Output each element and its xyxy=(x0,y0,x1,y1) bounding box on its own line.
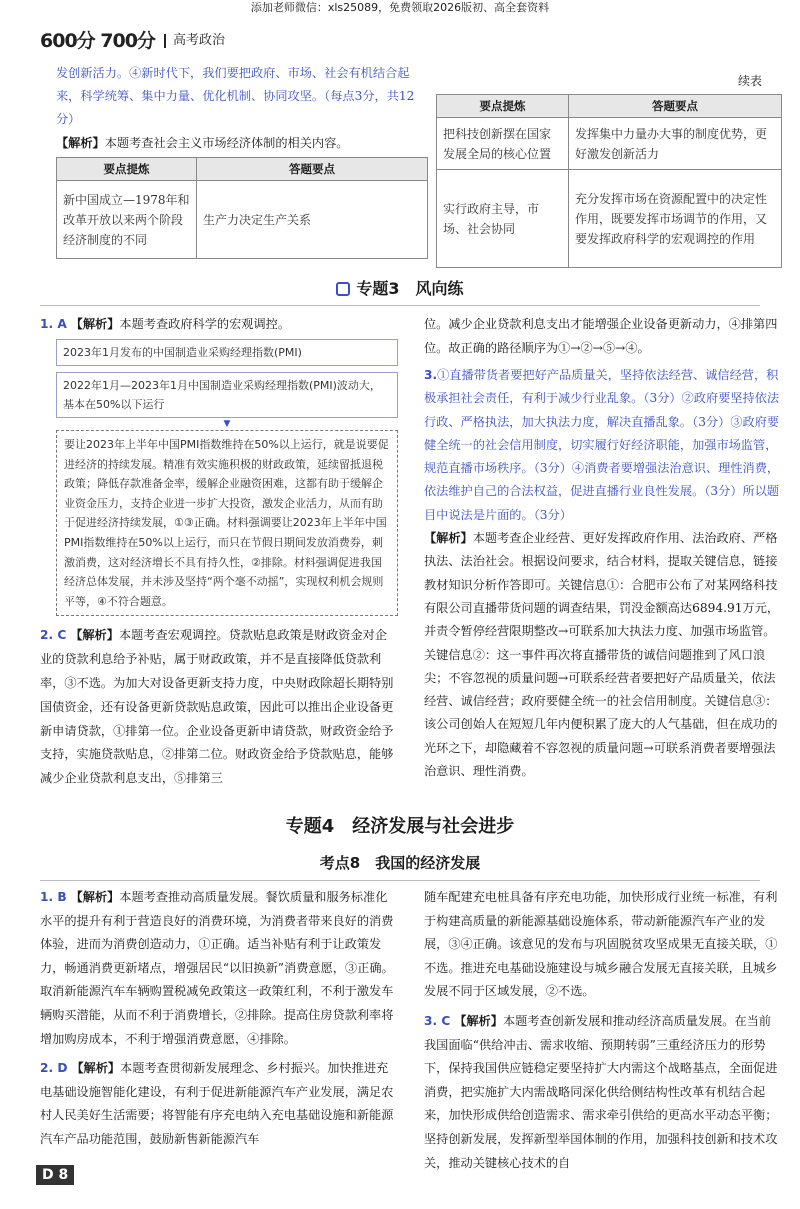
question-number: 2. D xyxy=(40,1061,68,1076)
question-2 xyxy=(40,624,398,791)
table-header: 要点提炼 xyxy=(437,95,569,118)
page-number: D 8 xyxy=(36,1165,74,1185)
question-number: 3. C xyxy=(424,1013,451,1028)
flow-box-3: 要让2023年上半年中国PMI指数维持在50%以上运行，就是说要促进经济的持续发展。精准有效实施积极的财政政策，延续留抵退税政策；降低存款准备金率，缓解企业融资困难，这都有助于缓解企业资金压力，支持企业进一步扩大投资，激发企业活力，从而有助于促进经济持续发展，①③正确。材料强调要让2023年上半年中国PMI指数维持在50%以上运行，而只在节假日期间发放消费券，刺激消费，这对经济增长不具有持久性，②排除。材料强调促进我国经济总体发展，并未涉及坚持“两个毫不动摇”，实现权利机会规则平等，④不符合题意。 xyxy=(56,430,398,616)
table-cell: 实行政府主导，市场、社会协同 xyxy=(437,170,569,268)
flow-box-1: 2023年1月发布的中国制造业采购经理指数(PMI) xyxy=(56,339,398,366)
question-number: 2. C xyxy=(40,628,67,643)
section3-left-column xyxy=(40,313,398,791)
topic-title: 专题4 经济发展与社会进步 xyxy=(285,816,515,837)
question-text: 本题考查贯彻新发展理念、乡村振兴。加快推进充电基础设施智能化建设，有利于促进新能源汽车产业发展，满足农村人民美好生活需要；将智能有序充电纳入充电基础设施和新能源汽车产品功能范围，鼓励新售新能源汽车 xyxy=(40,1061,394,1146)
table-row xyxy=(437,118,782,170)
table-header: 答题要点 xyxy=(197,158,428,181)
section-rule xyxy=(40,880,760,881)
analysis-label: 【解析】 xyxy=(70,890,120,904)
section-title xyxy=(0,277,800,301)
top-left-column xyxy=(56,62,428,259)
analysis-label: 【解析】 xyxy=(71,1061,121,1076)
question-2-continued: 位。减少企业贷款利息支出才能增强企业设备更新动力，④排第四位。故正确的路径顺序为①→②→⑤→④。 xyxy=(424,317,778,355)
question-text: 本题考查宏观调控。贷款贴息政策是财政资金对企业的贷款利息给予补贴，属于财政政策，并不是直接降低贷款利率，③不选。为加大对设备更新支持力度，中央财政除超长期特别国债资金，还有设备更新贷款贴息政策，因此可以推出企业设备更新申请贷款，①排第一位。企业设备更新申请贷款，财政资金给予支持，实施贷款贴息，②排第二位。财政资金给予贷款贴息，能够减少企业贷款利息支出，⑤排第三 xyxy=(40,628,394,786)
analysis-label: 【解析】 xyxy=(454,1013,503,1028)
question-1 xyxy=(40,313,398,335)
analysis-text: 本题考查企业经营、更好发挥政府作用、法治政府、严格执法、法治社会。根据设问要求，结合材料，提取关键信息，链接教材知识分析作答即可。关键信息①：合肥市公布了对某网络科技有限公司直播带货问题的调查结果，罚没金额高达6894.91万元，并责令暂停经营限期整改→可联系加大执法力度、加强市场监管。关键信息②：这一事件再次将直播带货的诚信问题推到了风口浪尖；不容忽视的质量问题→可联系经营者要把好产品质量关，依法经营、诚信经营；政府要健全统一的社会信用制度。关键信息③：该公司创始人在短短几年内便积累了庞大的人气基础，但在成功的光环之下，却隐藏着不容忽视的质量问题→可联系消费者要增强法治意识、理性消费。 xyxy=(424,531,780,779)
analysis-label: 【解析】 xyxy=(56,136,105,150)
continued-label: 续表 xyxy=(737,74,762,88)
table-row xyxy=(437,170,782,268)
section4-right-column xyxy=(424,886,780,1175)
top-right-column xyxy=(436,70,784,268)
table-cell: 发挥集中力量办大事的制度优势，更好激发创新活力 xyxy=(569,118,782,170)
top-right-table xyxy=(436,94,782,268)
section-icon xyxy=(336,282,350,296)
answer-text: ①直播带货者要把好产品质量关，坚持依法经营、诚信经营，积极承担社会责任，有利于减少行业乱象。（3分）②政府要坚持依法行政、严格执法，加大执法力度，解决直播乱象。（3分）③政府要健全统一的社会信用制度，切实履行好经济职能，加强市场监管，规范直播市场秩序。（3分）④消费者要增强法治意识、理性消费，依法维护自己的合法权益，促进直播行业良性发展。（3分）所以题目中说法是片面的。（3分） xyxy=(424,368,780,522)
question-b2-continued: 随车配建充电桩具备有序充电功能，加快形成行业统一标准，有利于构建高质量的新能源基础设施体系，带动新能源汽车产业的发展，③④正确。该意见的发布与巩固脱贫攻坚成果无直接关联，①不选。推进充电基础设施建设与城乡融合发展无直接关联，且城乡发展不同于区域发展，②不选。 xyxy=(424,890,778,999)
question-number: 1. B xyxy=(40,890,67,904)
analysis-paragraph xyxy=(56,132,428,154)
analysis-label: 【解析】 xyxy=(424,531,473,546)
question-b2 xyxy=(40,1057,398,1151)
section4-left-column xyxy=(40,886,398,1152)
table-cell: 把科技创新摆在国家发展全局的核心位置 xyxy=(437,118,569,170)
flow-box-2: 2022年1月—2023年1月中国制造业采购经理指数(PMI)波动大，基本在50%以下运行 xyxy=(56,372,398,418)
table-cell: 新中国成立—1978年和改革开放以来两个阶段经济制度的不同 xyxy=(57,181,197,259)
arrow-down-icon: ▼ xyxy=(223,419,231,429)
brand-divider xyxy=(164,34,166,48)
question-text: 本题考查创新发展和推动经济高质量发展。在当前我国面临“供给冲击、需求收缩、预期转弱”三重经济压力的形势下，保持我国供应链稳定要坚持扩大内需这个战略基点，全面促进消费，把实施扩大内需战略同深化供给侧结构性改革有机结合起来，加快形成供给创造需求、需求牵引供给的更高水平动态平衡；坚持创新发展，发挥新型举国体制的作用，加强科技创新和技术攻关，推动关键核心技术的自 xyxy=(424,1013,778,1170)
analysis-label: 【解析】 xyxy=(70,317,120,331)
top-left-table xyxy=(56,157,428,259)
question-b1 xyxy=(40,886,398,1051)
question-number: 3. xyxy=(424,368,438,382)
flow-diagram xyxy=(56,339,398,616)
table-header: 答题要点 xyxy=(569,95,782,118)
section-title-text: 专题3 风向练 xyxy=(356,279,464,298)
table-header: 要点提炼 xyxy=(57,158,197,181)
question-text: 本题考查推动高质量发展。餐饮质量和服务标准化水平的提升有利于营造良好的消费环境，为消费者带来良好的消费体验，进而为消费创造动力，①正确。适当补贴有利于让政策发力，畅通消费更新堵点，增强居民“以旧换新”消费意愿，③正确。取消新能源汽车车辆购置税减免政策这一政策红利，不利于激发车辆购买潜能，从而不利于消费增长，②排除。提高住房贷款利率将增加购房成本，不利于增强消费意愿，④排除。 xyxy=(40,890,394,1046)
table-cell: 充分发挥市场在资源配置中的决定性作用，既要发挥市场调节的作用，又要发挥政府科学的宏观调控的作用 xyxy=(569,170,782,268)
question-text: 本题考查政府科学的宏观调控。 xyxy=(119,317,291,331)
analysis-text: 本题考查社会主义市场经济体制的相关内容。 xyxy=(104,136,349,150)
top-notice: 添加老师微信：xls25089，免费领取2026版初、高全套资料 xyxy=(250,1,550,14)
brand-header xyxy=(40,28,225,54)
question-3 xyxy=(424,364,780,527)
subject-label: 高考政治 xyxy=(172,33,225,48)
subtopic-title: 考点8 我国的经济发展 xyxy=(319,854,481,872)
analysis-label: 【解析】 xyxy=(70,628,119,643)
section-rule xyxy=(40,305,760,306)
question-3-analysis xyxy=(424,527,780,783)
brand-logo: 600分 700分 xyxy=(40,30,155,52)
table-row xyxy=(57,181,428,259)
question-b3 xyxy=(424,1010,780,1175)
table-cell: 生产力决定生产关系 xyxy=(197,181,428,259)
section3-right-column xyxy=(424,313,780,783)
answer-tail: 发创新活力。④新时代下，我们要把政府、市场、社会有机结合起来，科学统筹、集中力量、优化机制、协同攻坚。（每点3分，共12分） xyxy=(56,66,415,126)
question-number: 1. A xyxy=(40,317,67,331)
